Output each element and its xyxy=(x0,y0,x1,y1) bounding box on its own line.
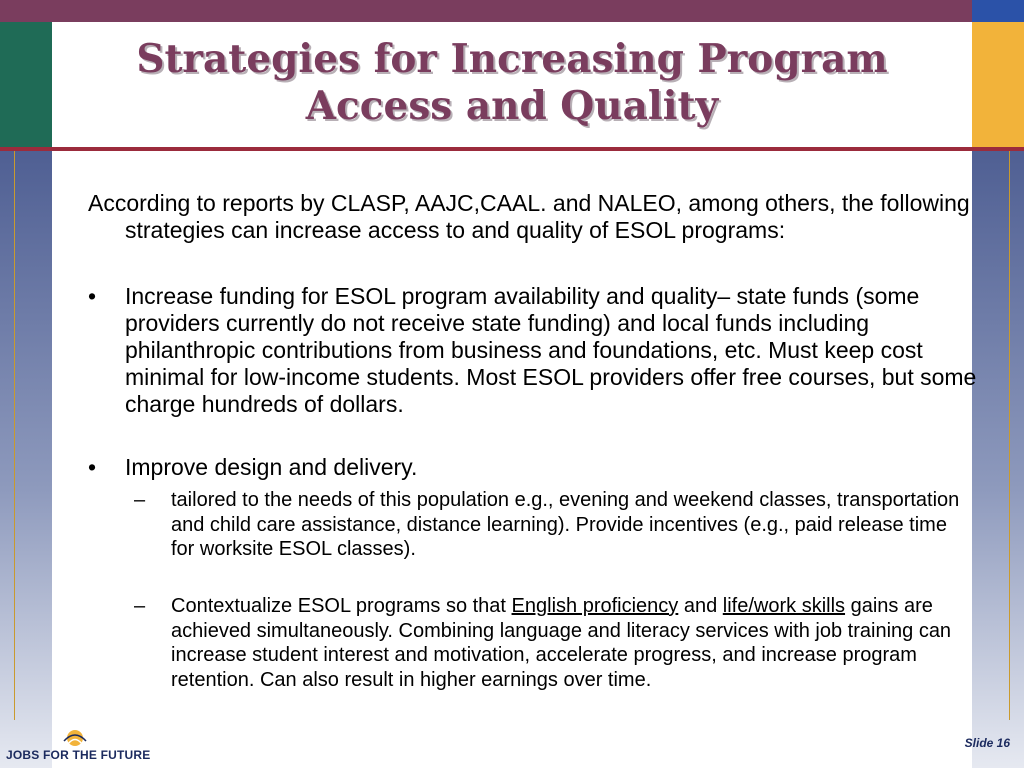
bullet-funding xyxy=(88,283,985,418)
english-proficiency-link[interactable]: English proficiency xyxy=(511,595,679,617)
right-gold-block xyxy=(972,22,1024,147)
bullet-text: Improve design and delivery. xyxy=(125,454,418,480)
bullet-marker: • xyxy=(88,454,97,480)
slide-number: Slide 16 xyxy=(964,736,1010,750)
left-green-block xyxy=(0,22,52,147)
slide-title-line2: Access and Quality xyxy=(305,83,719,129)
top-bar xyxy=(0,0,1024,22)
sub-bullet-contextualize xyxy=(134,594,971,692)
intro-paragraph: According to reports by CLASP, AAJC,CAAL. and NALEO, among others, the following strategies can increase access to and quality of ESOL programs: xyxy=(88,190,970,243)
bullet-text: Increase funding for ESOL program availability and quality– state funds (some providers currently do not receive state funding) and local funds including philanthropic contributions from business and foundations, etc. Must keep cost minimal for low-income students. Most ESOL providers offer free courses, but some charge hundreds of dollars. xyxy=(125,283,977,417)
logo-text: JOBS FOR THE FUTURE xyxy=(6,748,151,762)
logo-sun-icon xyxy=(60,727,90,747)
jobs-for-the-future-logo xyxy=(6,727,151,765)
dash-marker: – xyxy=(134,595,146,617)
slide-title-line1: Strategies for Increasing Program xyxy=(136,36,888,82)
dash-marker: – xyxy=(134,489,146,511)
slide-title xyxy=(52,36,972,130)
bullet-marker: • xyxy=(88,283,97,309)
sub-bullet-text-b: and xyxy=(678,595,723,617)
sub-bullet-text-a: Contextualize ESOL programs so that xyxy=(171,595,512,617)
bullet-design-delivery xyxy=(88,454,985,481)
sub-bullet-text-c: gains are achieved simultaneously. Combining language and literacy services with job training can increase student interest and motivation, accelerate progress, and increase program retention. Can also result in higher earnings over time. xyxy=(171,595,952,691)
sub-bullet-text: tailored to the needs of this population e.g., evening and weekend classes, transportation and child care assistance, distance learning). Provide incentives (e.g., paid release time for worksite ESOL classes). xyxy=(171,489,960,560)
left-gradient-panel xyxy=(0,150,52,768)
life-work-skills-link[interactable]: life/work skills xyxy=(722,595,846,617)
sub-bullet-tailored xyxy=(134,488,971,562)
top-right-blue-square xyxy=(972,0,1024,22)
